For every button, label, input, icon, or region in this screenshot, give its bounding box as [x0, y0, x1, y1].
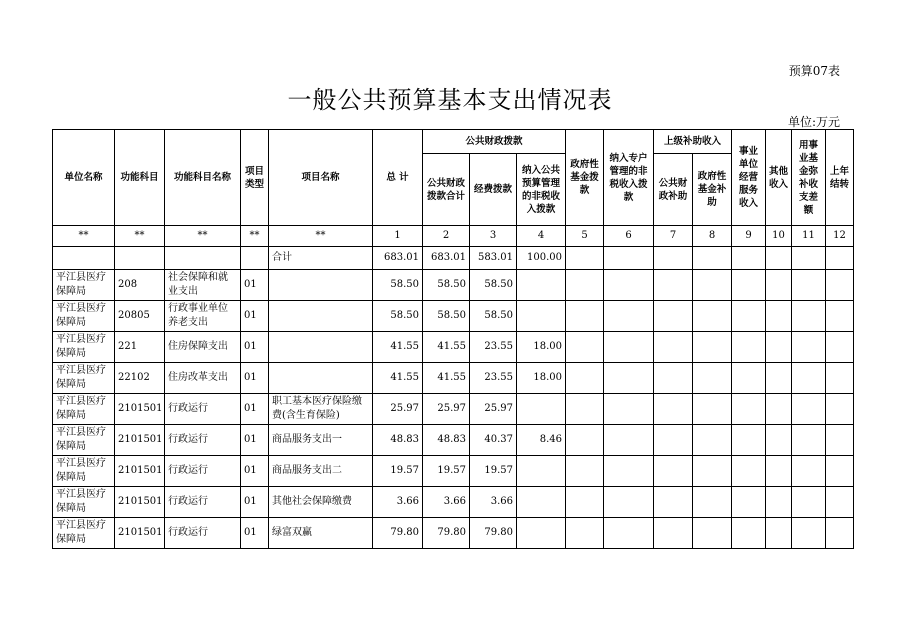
empty-cell	[792, 518, 826, 549]
func-name-cell: 行政事业单位养老支出	[165, 301, 241, 332]
empty-cell	[732, 332, 766, 363]
col-other: 其他收入	[766, 130, 792, 226]
func-code-cell: 2101501	[115, 487, 165, 518]
index-cell: 9	[732, 226, 766, 247]
empty-cell	[766, 363, 792, 394]
proj-type-cell: 01	[241, 456, 269, 487]
index-cell: 1	[373, 226, 423, 247]
index-cell: 6	[604, 226, 654, 247]
proj-type-cell: 01	[241, 270, 269, 301]
func-code-cell: 2101501	[115, 425, 165, 456]
pf-funding-cell: 79.80	[470, 518, 517, 549]
empty-cell	[766, 425, 792, 456]
empty-cell	[693, 394, 732, 425]
proj-name-cell: 绿富双赢	[269, 518, 373, 549]
empty-cell	[604, 301, 654, 332]
empty-cell	[792, 394, 826, 425]
empty-cell	[792, 363, 826, 394]
index-cell: 11	[792, 226, 826, 247]
func-name-cell: 住房改革支出	[165, 363, 241, 394]
proj-type-cell: 01	[241, 301, 269, 332]
empty-cell	[566, 425, 604, 456]
empty-cell	[826, 363, 854, 394]
proj-type-cell: 01	[241, 425, 269, 456]
pf-subtotal-cell: 41.55	[423, 332, 470, 363]
pf-nontax-cell	[517, 394, 566, 425]
func-name-cell: 行政运行	[165, 394, 241, 425]
unit-name-cell: 平江县医疗保障局	[53, 301, 115, 332]
proj-type-cell: 01	[241, 363, 269, 394]
empty-cell	[766, 394, 792, 425]
empty-cell	[693, 270, 732, 301]
pf-nontax-cell	[517, 301, 566, 332]
empty-cell	[654, 518, 693, 549]
empty-cell	[826, 456, 854, 487]
col-sup-public: 公共财政补助	[654, 154, 693, 226]
index-cell: 2	[423, 226, 470, 247]
total-cell: 3.66	[373, 487, 423, 518]
empty-cell	[792, 456, 826, 487]
table-row	[53, 363, 854, 394]
empty-cell	[792, 332, 826, 363]
total-cell: 48.83	[373, 425, 423, 456]
empty-cell	[604, 270, 654, 301]
col-proj-name: 项目名称	[269, 130, 373, 226]
empty-cell	[693, 518, 732, 549]
empty-cell	[826, 518, 854, 549]
page-title: 一般公共预算基本支出情况表	[287, 86, 613, 114]
total-label: 合计	[269, 247, 373, 270]
empty-cell	[693, 456, 732, 487]
func-name-cell: 行政运行	[165, 425, 241, 456]
pf-subtotal-cell: 58.50	[423, 301, 470, 332]
pf-subtotal-cell: 79.80	[423, 518, 470, 549]
empty-cell	[693, 487, 732, 518]
pf-subtotal-cell: 3.66	[423, 487, 470, 518]
empty-cell	[693, 363, 732, 394]
empty-cell	[654, 301, 693, 332]
table-row	[53, 518, 854, 549]
empty-cell	[654, 456, 693, 487]
empty-cell	[654, 332, 693, 363]
empty-cell	[654, 425, 693, 456]
col-sup-gov: 政府性基金补助	[693, 154, 732, 226]
empty-cell	[826, 332, 854, 363]
unit-name-cell: 平江县医疗保障局	[53, 518, 115, 549]
empty-cell	[693, 301, 732, 332]
table-row	[53, 456, 854, 487]
empty-cell	[566, 456, 604, 487]
empty-cell	[654, 363, 693, 394]
pf-funding-cell: 40.37	[470, 425, 517, 456]
table-row	[53, 270, 854, 301]
pf-funding-cell: 23.55	[470, 332, 517, 363]
empty-cell	[792, 425, 826, 456]
unit-label: 单位:万元	[787, 115, 840, 129]
col-gov-fund: 政府性基金拨款	[566, 130, 604, 226]
pf-funding-cell: 58.50	[470, 270, 517, 301]
func-code-cell: 2101501	[115, 456, 165, 487]
col-pf-nontax: 纳入公共预算管理的非税收入拨款	[517, 154, 566, 226]
proj-type-cell: 01	[241, 518, 269, 549]
empty-cell	[766, 518, 792, 549]
table-row	[53, 301, 854, 332]
empty-cell	[566, 518, 604, 549]
empty-cell	[604, 487, 654, 518]
total-cell: 79.80	[373, 518, 423, 549]
pf-nontax-cell	[517, 456, 566, 487]
total-cell: 58.50	[373, 270, 423, 301]
unit-name-cell: 平江县医疗保障局	[53, 332, 115, 363]
empty-cell	[654, 394, 693, 425]
empty-cell	[732, 394, 766, 425]
pf-nontax-cell: 18.00	[517, 332, 566, 363]
empty-cell	[604, 518, 654, 549]
empty-cell	[566, 301, 604, 332]
col-unit-name: 单位名称	[53, 130, 115, 226]
proj-type-cell: 01	[241, 332, 269, 363]
empty-cell	[792, 301, 826, 332]
index-cell: 12	[826, 226, 854, 247]
total-cell: 41.55	[373, 332, 423, 363]
func-name-cell: 行政运行	[165, 487, 241, 518]
empty-cell	[604, 425, 654, 456]
empty-cell	[792, 270, 826, 301]
proj-name-cell	[269, 301, 373, 332]
func-code-cell: 20805	[115, 301, 165, 332]
empty-cell	[826, 270, 854, 301]
func-code-cell: 221	[115, 332, 165, 363]
empty-cell	[732, 301, 766, 332]
empty-cell	[566, 487, 604, 518]
pf-nontax-cell: 18.00	[517, 363, 566, 394]
empty-cell	[826, 394, 854, 425]
pf-nontax-cell	[517, 518, 566, 549]
func-code-cell: 2101501	[115, 394, 165, 425]
empty-cell	[732, 363, 766, 394]
unit-name-cell: 平江县医疗保障局	[53, 363, 115, 394]
empty-cell	[732, 518, 766, 549]
pf-funding-cell: 58.50	[470, 301, 517, 332]
empty-cell	[766, 332, 792, 363]
budget-table	[52, 129, 854, 549]
index-cell: 5	[566, 226, 604, 247]
index-cell: 7	[654, 226, 693, 247]
empty-cell	[604, 363, 654, 394]
unit-name-cell: 平江县医疗保障局	[53, 456, 115, 487]
func-name-cell: 住房保障支出	[165, 332, 241, 363]
empty-cell	[766, 301, 792, 332]
proj-name-cell: 其他社会保障缴费	[269, 487, 373, 518]
index-cell: **	[269, 226, 373, 247]
index-cell: **	[53, 226, 115, 247]
index-row	[53, 226, 854, 247]
pf-nontax-cell	[517, 270, 566, 301]
empty-cell	[604, 394, 654, 425]
func-name-cell: 社会保障和就业支出	[165, 270, 241, 301]
total-value: 683.01	[373, 247, 423, 270]
proj-name-cell	[269, 363, 373, 394]
total-pf-subtotal: 683.01	[423, 247, 470, 270]
pf-subtotal-cell: 48.83	[423, 425, 470, 456]
table-row	[53, 487, 854, 518]
total-cell: 19.57	[373, 456, 423, 487]
total-cell: 25.97	[373, 394, 423, 425]
unit-name-cell: 平江县医疗保障局	[53, 487, 115, 518]
func-code-cell: 2101501	[115, 518, 165, 549]
pf-funding-cell: 25.97	[470, 394, 517, 425]
empty-cell	[766, 487, 792, 518]
col-carryover: 上年结转	[826, 130, 854, 226]
table-row	[53, 425, 854, 456]
col-business: 事业单位经营服务收入	[732, 130, 766, 226]
func-code-cell: 208	[115, 270, 165, 301]
empty-cell	[654, 487, 693, 518]
unit-name-cell: 平江县医疗保障局	[53, 425, 115, 456]
pf-funding-cell: 3.66	[470, 487, 517, 518]
col-special-nontax: 纳入专户管理的非税收入拨款	[604, 130, 654, 226]
empty-cell	[732, 456, 766, 487]
total-pf-funding: 583.01	[470, 247, 517, 270]
pf-subtotal-cell: 19.57	[423, 456, 470, 487]
pf-subtotal-cell: 58.50	[423, 270, 470, 301]
index-cell: 4	[517, 226, 566, 247]
pf-nontax-cell: 8.46	[517, 425, 566, 456]
pf-subtotal-cell: 41.55	[423, 363, 470, 394]
col-func-name: 功能科目名称	[165, 130, 241, 226]
proj-name-cell: 商品服务支出一	[269, 425, 373, 456]
col-pf-subtotal: 公共财政拨款合计	[423, 154, 470, 226]
col-surplus: 用事业基金弥补收支差额	[792, 130, 826, 226]
empty-cell	[826, 301, 854, 332]
total-pf-nontax: 100.00	[517, 247, 566, 270]
pf-funding-cell: 23.55	[470, 363, 517, 394]
total-cell: 41.55	[373, 363, 423, 394]
func-code-cell: 22102	[115, 363, 165, 394]
col-func-code: 功能科目	[115, 130, 165, 226]
total-cell: 58.50	[373, 301, 423, 332]
proj-type-cell: 01	[241, 394, 269, 425]
index-cell: **	[165, 226, 241, 247]
pf-subtotal-cell: 25.97	[423, 394, 470, 425]
empty-cell	[732, 487, 766, 518]
proj-name-cell	[269, 332, 373, 363]
proj-name-cell	[269, 270, 373, 301]
empty-cell	[566, 270, 604, 301]
unit-name-cell: 平江县医疗保障局	[53, 270, 115, 301]
proj-type-cell: 01	[241, 487, 269, 518]
empty-cell	[732, 270, 766, 301]
index-cell: **	[115, 226, 165, 247]
empty-cell	[792, 487, 826, 518]
col-superior: 上级补助收入	[654, 130, 732, 154]
unit-name-cell: 平江县医疗保障局	[53, 394, 115, 425]
index-cell: **	[241, 226, 269, 247]
empty-cell	[766, 270, 792, 301]
index-cell: 10	[766, 226, 792, 247]
proj-name-cell: 职工基本医疗保险缴费(含生育保险)	[269, 394, 373, 425]
proj-name-cell: 商品服务支出二	[269, 456, 373, 487]
col-total: 总 计	[373, 130, 423, 226]
form-tag: 预算07表	[788, 64, 840, 78]
total-row	[53, 247, 854, 270]
table-row	[53, 394, 854, 425]
index-cell: 3	[470, 226, 517, 247]
pf-funding-cell: 19.57	[470, 456, 517, 487]
empty-cell	[604, 332, 654, 363]
empty-cell	[766, 456, 792, 487]
table-row	[53, 332, 854, 363]
empty-cell	[826, 487, 854, 518]
empty-cell	[566, 332, 604, 363]
empty-cell	[732, 425, 766, 456]
col-public-finance: 公共财政拨款	[423, 130, 566, 154]
col-pf-funding: 经费拨款	[470, 154, 517, 226]
index-cell: 8	[693, 226, 732, 247]
func-name-cell: 行政运行	[165, 518, 241, 549]
empty-cell	[566, 363, 604, 394]
empty-cell	[693, 332, 732, 363]
pf-nontax-cell	[517, 487, 566, 518]
col-proj-type: 项目类型	[241, 130, 269, 226]
func-name-cell: 行政运行	[165, 456, 241, 487]
empty-cell	[826, 425, 854, 456]
empty-cell	[654, 270, 693, 301]
empty-cell	[604, 456, 654, 487]
empty-cell	[693, 425, 732, 456]
empty-cell	[566, 394, 604, 425]
